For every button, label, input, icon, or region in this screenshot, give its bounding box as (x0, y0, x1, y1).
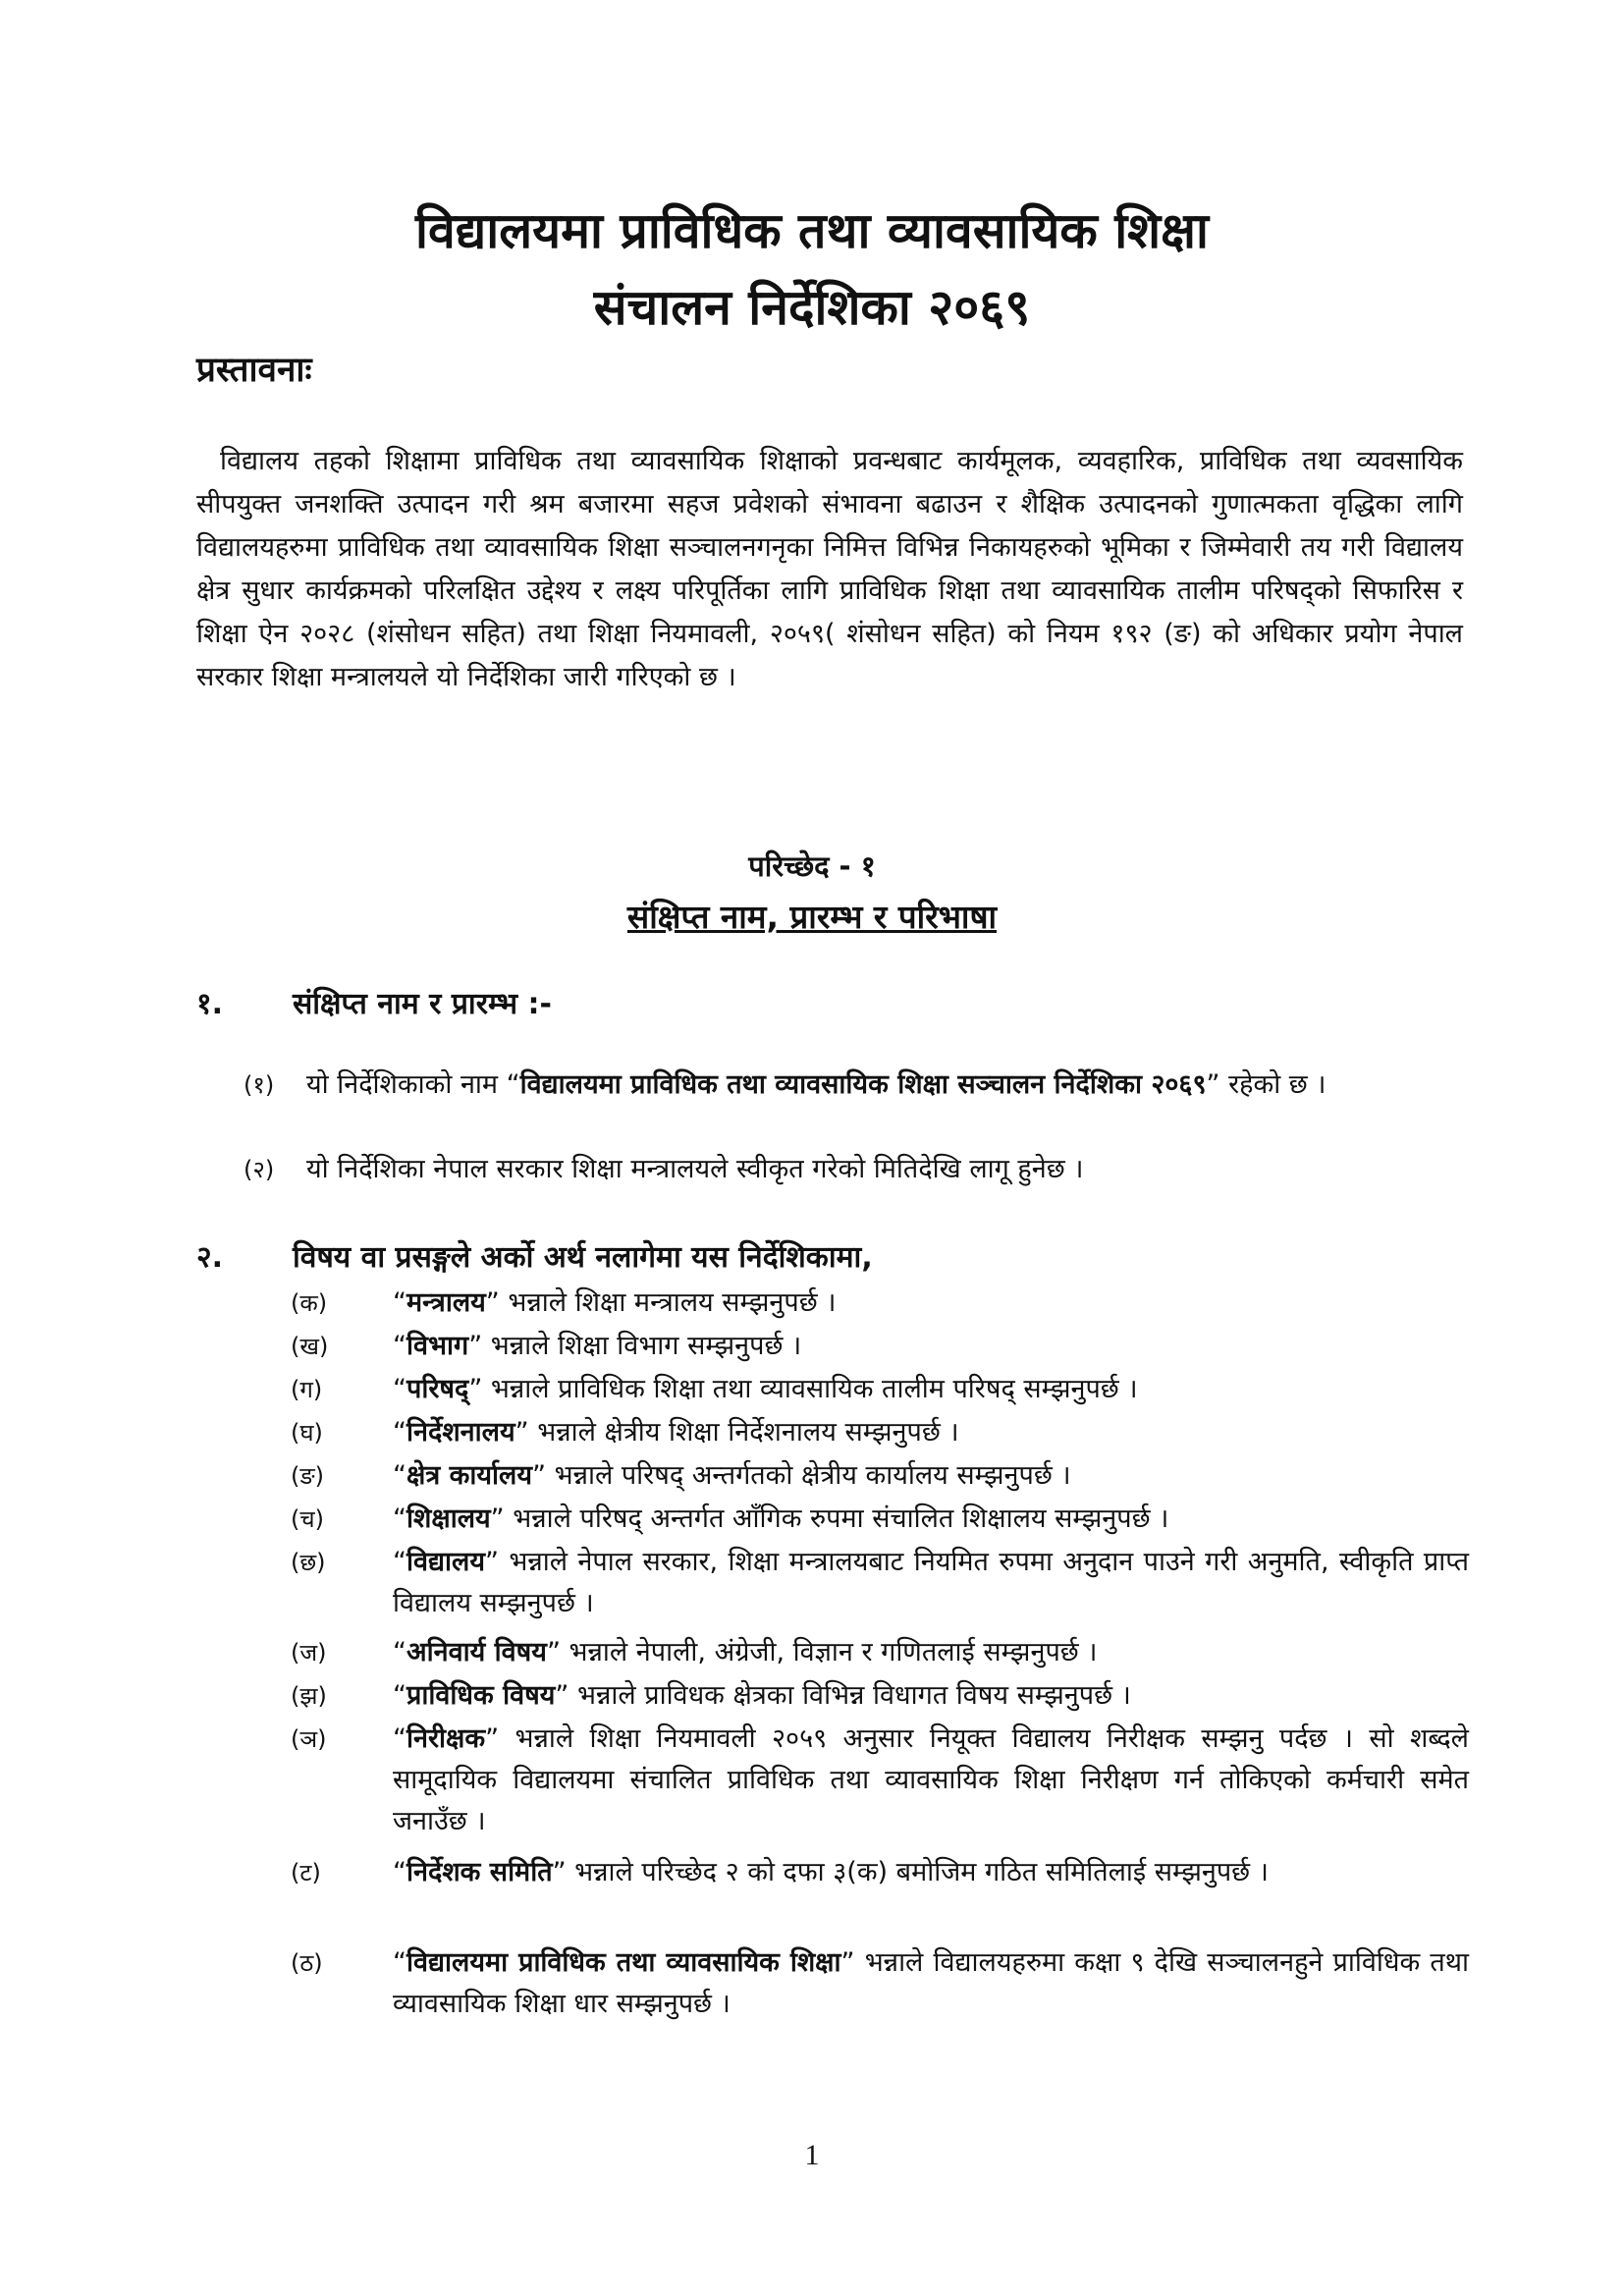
definition-item (291, 1455, 1469, 1497)
preamble-heading: प्रस्तावनाः (196, 351, 312, 390)
definition-term: विद्यालयमा प्राविधिक तथा व्यावसायिक शिक्षा (406, 1947, 841, 1978)
chapter-title-text: संक्षिप्त नाम, प्रारम्भ र परिभाषा (626, 898, 998, 936)
preamble-paragraph: विद्यालय तहको शिक्षामा प्राविधिक तथा व्यावसायिक शिक्षाको प्रवन्धबाट कार्यमूलक, व्यवहारिक, प्राविधिक तथा व्यवसायिक सीपयुक्त जनशक्ति उत्पादन गरी श्रम बजारमा सहज प्रवेशको संभावना बढाउन र शैक्षिक उत्पादनको गुणात्मकता वृद्धिका लागि विद्यालयहरुमा प्राविधिक तथा व्यावसायिक शिक्षा सञ्चालनगनृका निमित्त विभिन्न निकायहरुको भूमिका र जिम्मेवारी तय गरी विद्यालय क्षेत्र सुधार कार्यक्रमको परिलक्षित उद्देश्य र लक्ष्य परिपूर्तिका लागि प्राविधिक शिक्षा तथा व्यावसायिक तालीम परिषद्को सिफारिस र शिक्षा ऐन २०२८ (शंसोधन सहित) तथा शिक्षा नियमावली, २०५९( शंसोधन सहित) को नियम १९२ (ङ) को अधिकार प्रयोग नेपाल सरकार शिक्षा मन्त्रालयले यो निर्देशिका जारी गरिएको छ । (196, 446, 1463, 692)
chapter-number: परिच्छेद - १ (748, 849, 876, 883)
clause-text-bold: विद्यालयमा प्राविधिक तथा व्यावसायिक शिक्षा सञ्चालन निर्देशिका २०६९ (519, 1069, 1207, 1100)
section-1-number: १. (196, 987, 223, 1021)
definition-text: “परिषद्” भन्नाले प्राविधिक शिक्षा तथा व्यावसायिक तालीम परिषद् सम्झनुपर्छ । (393, 1374, 1138, 1404)
definition-term: शिक्षालय (406, 1503, 491, 1534)
clause-number: (१) (244, 1071, 275, 1099)
definition-number: (ज) (291, 1639, 327, 1667)
definition-body: भन्नाले शिक्षा मन्त्रालय सम्झनुपर्छ । (499, 1287, 837, 1318)
definition-item (291, 1852, 1469, 1893)
definition-text: “निर्देशनालय” भन्नाले क्षेत्रीय शिक्षा निर्देशनालय सम्झनुपर्छ । (393, 1417, 959, 1448)
definition-text: “विद्यालयमा प्राविधिक तथा व्यावसायिक शिक्षा” भन्नाले विद्यालयहरुमा कक्षा ९ देखि सञ्चालनहुने प्राविधिक तथा व्यावसायिक शिक्षा धार सम्झनुपर्छ । (393, 1947, 1470, 2019)
definition-item (291, 1412, 1469, 1453)
definition-term: मन्त्रालय (406, 1287, 486, 1318)
definition-text: “प्राविधिक विषय” भन्नाले प्राविधक क्षेत्रका विभिन्न विधागत विषय सम्झनुपर्छ । (393, 1680, 1131, 1711)
definition-body: भन्नाले विद्यालयहरुमा कक्षा ९ देखि सञ्चालनहुने प्राविधिक तथा व्यावसायिक शिक्षा धार सम्झनुपर्छ । (393, 1947, 1470, 2019)
definition-term: क्षेत्र कार्यालय (406, 1460, 533, 1491)
definition-item (291, 1326, 1469, 1367)
clause-2 (244, 1147, 1471, 1192)
definition-number: (ञ) (291, 1725, 327, 1753)
definition-body: भन्नाले प्राविधक क्षेत्रका विभिन्न विधागत विषय सम्झनुपर्छ । (568, 1680, 1131, 1711)
definition-item (291, 1942, 1469, 2025)
definition-term: विभाग (406, 1331, 469, 1361)
document-title-line-2: संचालन निर्देशिका २०६९ (593, 279, 1031, 336)
definition-item (291, 1369, 1469, 1410)
definition-item (291, 1719, 1469, 1842)
definition-number: (झ) (291, 1682, 327, 1710)
section-1-heading: संक्षिप्त नाम र प्रारम्भ :- (293, 987, 552, 1021)
definition-body: भन्नाले परिषद् अन्तर्गत आँगिक रुपमा संचालित शिक्षालय सम्झनुपर्छ । (504, 1503, 1169, 1534)
definition-item (291, 1499, 1469, 1540)
definition-number: (ट) (291, 1859, 321, 1886)
definition-text: “शिक्षालय” भन्नाले परिषद् अन्तर्गत आँगिक रुपमा संचालित शिक्षालय सम्झनुपर्छ । (393, 1503, 1169, 1534)
definition-item (291, 1632, 1469, 1673)
definition-text: “क्षेत्र कार्यालय” भन्नाले परिषद् अन्तर्गतको क्षेत्रीय कार्यालय सम्झनुपर्छ । (393, 1460, 1071, 1491)
section-2-heading: विषय वा प्रसङ्गले अर्को अर्थ नलागेमा यस निर्देशिकामा, (293, 1240, 873, 1275)
clause-text (306, 1063, 1471, 1108)
definition-body: भन्नाले क्षेत्रीय शिक्षा निर्देशनालय सम्झनुपर्छ । (528, 1417, 959, 1448)
definition-item (291, 1283, 1469, 1324)
definition-term: विद्यालय (406, 1547, 485, 1577)
definition-number: (ग) (291, 1376, 323, 1403)
definition-body: भन्नाले परिषद् अन्तर्गतको क्षेत्रीय कार्यालय सम्झनुपर्छ । (546, 1460, 1071, 1491)
definition-number: (च) (291, 1505, 324, 1533)
definition-number: (क) (291, 1289, 328, 1317)
definition-number: (छ) (291, 1549, 326, 1576)
definition-number: (ठ) (291, 1949, 323, 1977)
definition-text: “विद्यालय” भन्नाले नेपाल सरकार, शिक्षा मन्त्रालयबाट नियमित रुपमा अनुदान पाउने गरी अनुमति, स्वीकृति प्राप्त विद्यालय सम्झनुपर्छ । (393, 1547, 1469, 1618)
definition-item (291, 1542, 1469, 1624)
definition-body: भन्नाले शिक्षा नियमावली २०५९ अनुसार नियूक्त विद्यालय निरीक्षक सम्झनु पर्दछ । सो शब्दले सामूदायिक विद्यालयमा संचालित प्राविधिक तथा व्यावसायिक शिक्षा निरीक्षण गर्न तोकिएको कर्मचारी समेत जनाउँछ । (393, 1723, 1469, 1836)
definition-text: “अनिवार्य विषय” भन्नाले नेपाली, अंग्रेजी, विज्ञान र गणितलाई सम्झनुपर्छ । (393, 1637, 1098, 1667)
definition-body: भन्नाले नेपाली, अंग्रेजी, विज्ञान र गणितलाई सम्झनुपर्छ । (560, 1637, 1098, 1667)
definition-number: (ङ) (291, 1462, 325, 1490)
clause-text: यो निर्देशिका नेपाल सरकार शिक्षा मन्त्रालयले स्वीकृत गरेको मितिदेखि लागू हुनेछ । (306, 1154, 1084, 1184)
definition-body: भन्नाले शिक्षा विभाग सम्झनुपर्छ । (482, 1331, 802, 1361)
definition-term: निर्देशनालय (406, 1417, 515, 1448)
definition-text: “निर्देशक समिति” भन्नाले परिच्छेद २ को दफा ३(क) बमोजिम गठित समितिलाई सम्झनुपर्छ । (393, 1857, 1269, 1887)
definition-term: अनिवार्य विषय (406, 1637, 547, 1667)
page-number: 1 (804, 2139, 820, 2171)
clause-text-pre: यो निर्देशिकाको नाम “ (306, 1069, 520, 1100)
definition-body: भन्नाले नेपाल सरकार, शिक्षा मन्त्रालयबाट नियमित रुपमा अनुदान पाउने गरी अनुमति, स्वीकृति प्राप्त विद्यालय सम्झनुपर्छ । (393, 1547, 1469, 1618)
definition-text: “निरीक्षक” भन्नाले शिक्षा नियमावली २०५९ अनुसार नियूक्त विद्यालय निरीक्षक सम्झनु पर्दछ । सो शब्दले सामूदायिक विद्यालयमा संचालित प्राविधिक तथा व्यावसायिक शिक्षा निरीक्षण गर्न तोकिएको कर्मचारी समेत जनाउँछ । (393, 1723, 1469, 1836)
definition-text: “विभाग” भन्नाले शिक्षा विभाग सम्झनुपर्छ । (393, 1331, 802, 1361)
clause-number: (२) (244, 1156, 275, 1183)
definition-term: परिषद् (406, 1374, 469, 1404)
clause-1 (244, 1063, 1471, 1108)
definition-term: निर्देशक समिति (406, 1857, 553, 1887)
definition-body: भन्नाले प्राविधिक शिक्षा तथा व्यावसायिक तालीम परिषद् सम्झनुपर्छ । (482, 1374, 1138, 1404)
clause-text-post: ” रहेको छ । (1206, 1069, 1326, 1100)
definition-term: निरीक्षक (406, 1723, 486, 1754)
definition-term: प्राविधिक विषय (406, 1680, 556, 1711)
chapter-title (0, 894, 1624, 938)
definition-item (291, 1675, 1469, 1717)
document-title-line-1: विद्यालयमा प्राविधिक तथा व्यावसायिक शिक्षा (415, 202, 1209, 259)
definition-number: (घ) (291, 1419, 323, 1447)
definition-number: (ख) (291, 1333, 329, 1360)
definition-text: “मन्त्रालय” भन्नाले शिक्षा मन्त्रालय सम्झनुपर्छ । (393, 1287, 837, 1318)
section-2-number: २. (196, 1240, 223, 1275)
definition-body: भन्नाले परिच्छेद २ को दफा ३(क) बमोजिम गठित समितिलाई सम्झनुपर्छ । (566, 1857, 1269, 1887)
